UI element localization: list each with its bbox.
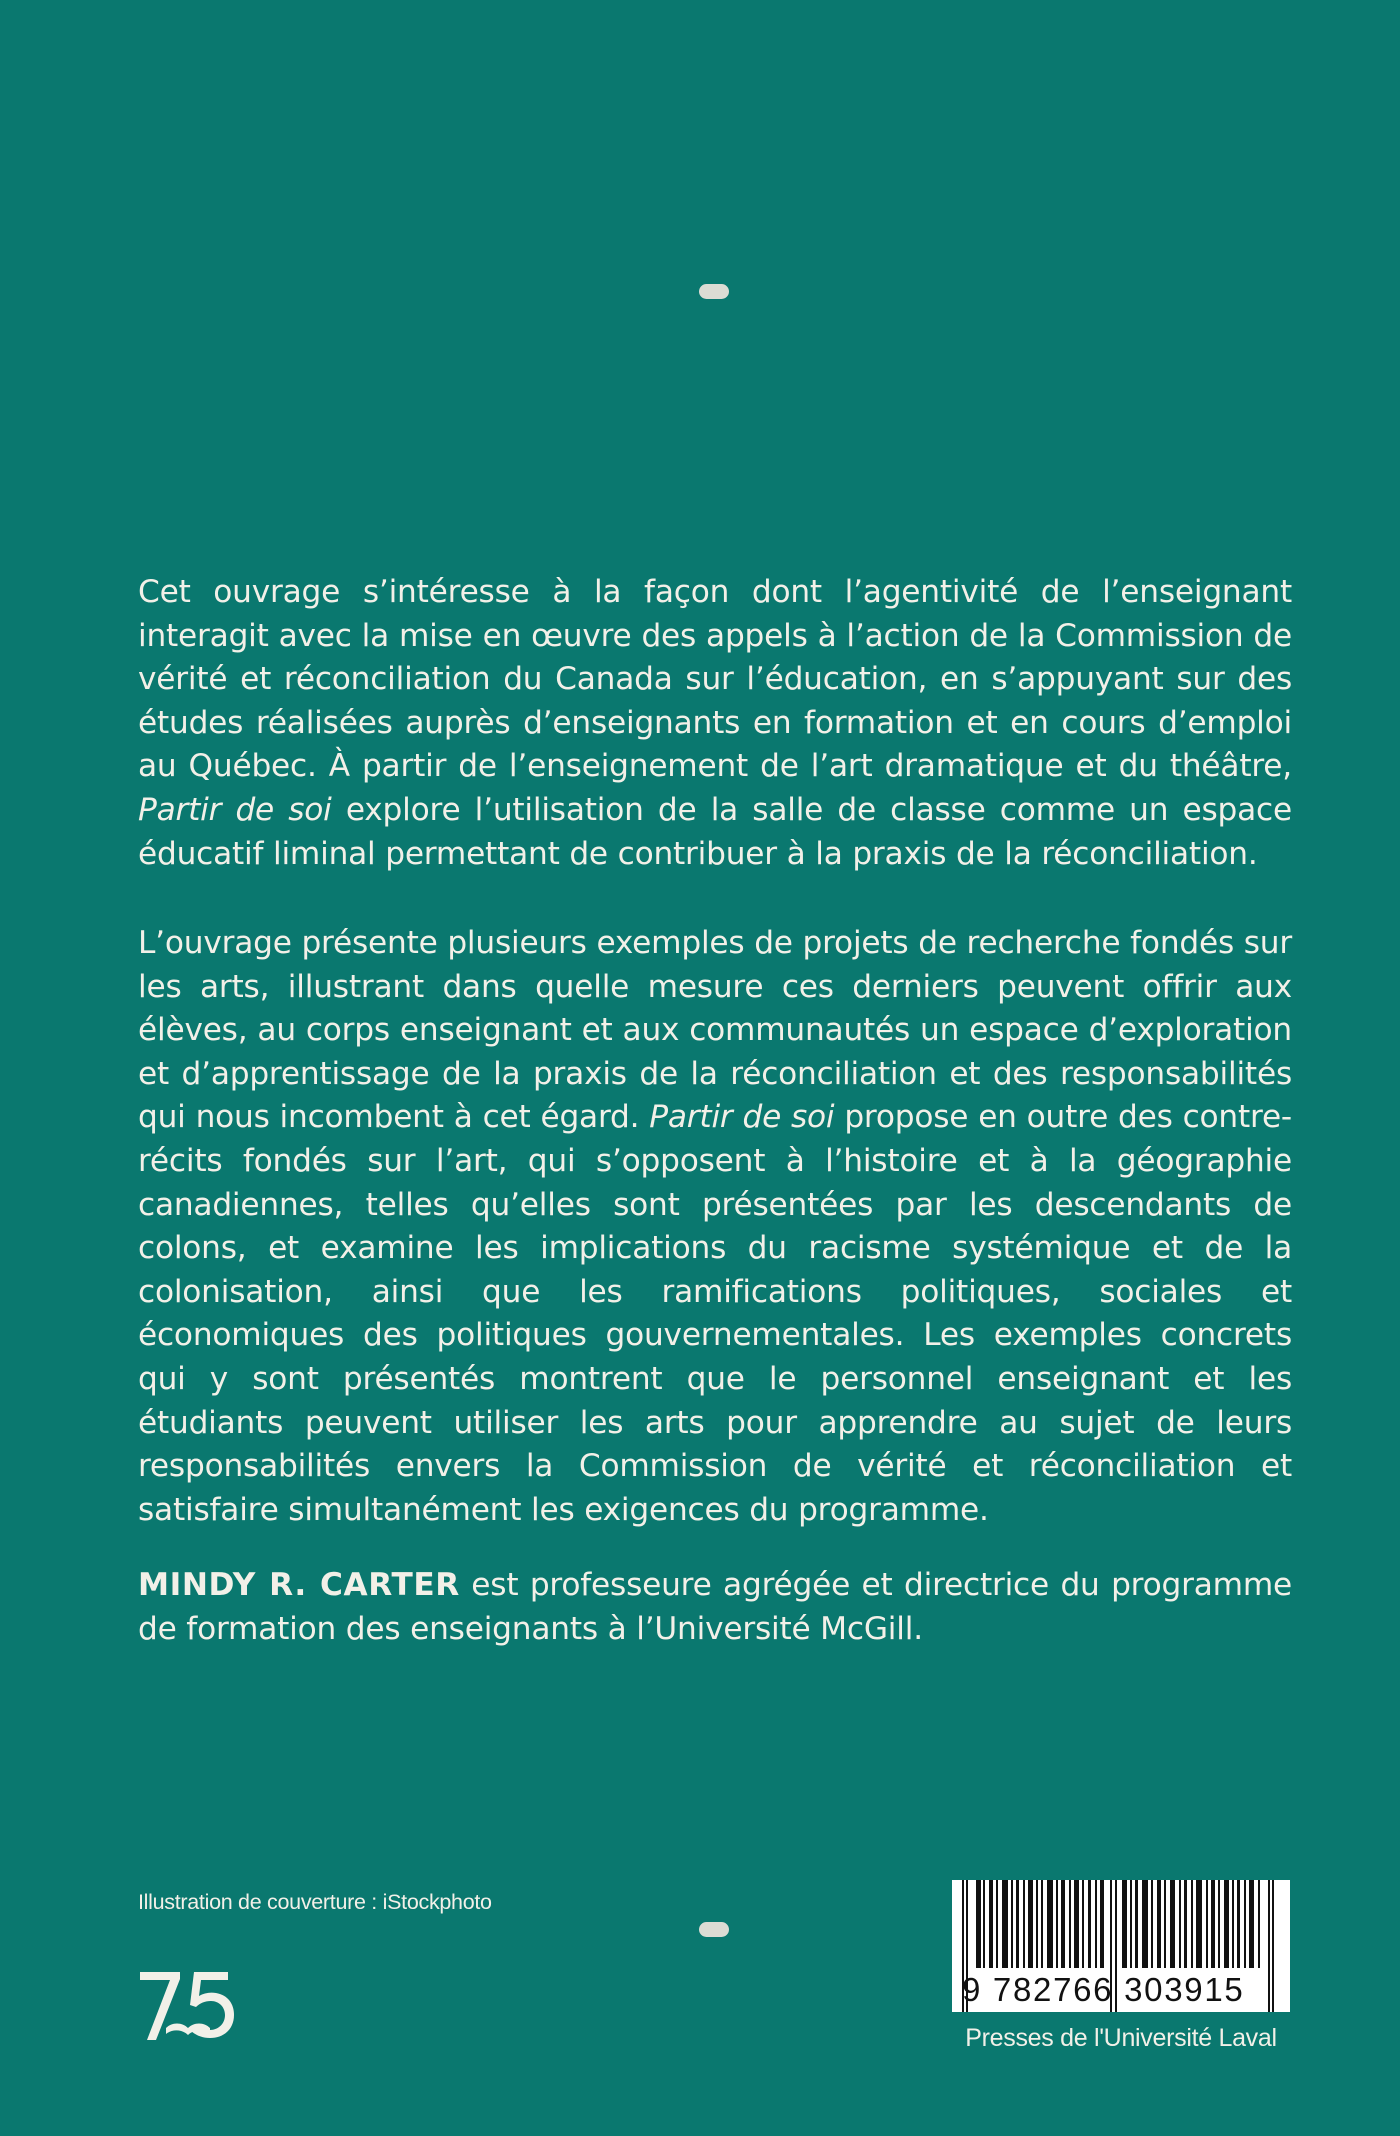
author-bio xyxy=(138,1564,1292,1651)
decorative-pill-bottom xyxy=(699,1922,729,1937)
anniversary-75-logo xyxy=(136,1966,240,2046)
publisher-name: Presses de l'Université Laval xyxy=(965,2024,1277,2052)
author-name: MINDY R. CARTER xyxy=(138,1567,460,1603)
paragraph-2-text-start: L’ouvrage présente plusieurs exemples de projets de recherche fondés sur les arts, illustrant dans quelle mesure ces derniers peuvent offrir aux élèves, au corps enseignant et aux communautés un espace d’exploration et d’apprentissage de la praxis de la réconciliation et des responsabilités qui nous incombent à cet égard. xyxy=(138,925,1292,1136)
cover-illustration-credit: Illustration de couverture : iStockphoto xyxy=(138,1890,492,1914)
decorative-pill-top xyxy=(699,284,729,299)
isbn-number: 9 782766 303915 xyxy=(962,1971,1245,2008)
description-paragraph-1 xyxy=(138,571,1292,876)
isbn-barcode xyxy=(952,1880,1290,2012)
paragraph-1-text-start: Cet ouvrage s’intéresse à la façon dont l’agentivité de l’enseignant interagit avec la mise en œuvre des appels à l’action de la Commission de vérité et réconciliation du Canada sur l’éducation, en s’appuyant sur des études réalisées auprès d’enseignants en formation et en cours d’emploi au Québec. À partir de l’enseignement de l’art dramatique et du théâtre, xyxy=(138,574,1292,785)
description-paragraph-2 xyxy=(138,922,1292,1532)
book-title-italic: Partir de soi xyxy=(138,791,332,828)
paragraph-1-text-end: explore l’utilisation de la salle de classe comme un espace éducatif liminal permettant de contribuer à la praxis de la réconciliation. xyxy=(138,791,1292,872)
author-bio-text: est professeure agrégée et directrice du programme de formation des enseignants à l’Université McGill. xyxy=(138,1567,1292,1647)
paragraph-2-text-end: propose en outre des contre-récits fondés sur l’art, qui s’opposent à l’histoire et à la géographie canadiennes, telles qu’elles sont présentées par les descendants de colons, et examine les implications du racisme systémique et de la colonisation, ainsi que les ramifications politiques, sociales et économiques des politiques gouvernementales. Les exemples concrets qui y sont présentés montrent que le personnel enseignant et les étudiants peuvent utiliser les arts pour apprendre au sujet de leurs responsabilités envers la Commission de vérité et réconciliation et satisfaire simultanément les exigences du programme. xyxy=(138,1099,1292,1528)
book-title-italic: Partir de soi xyxy=(649,1099,835,1136)
